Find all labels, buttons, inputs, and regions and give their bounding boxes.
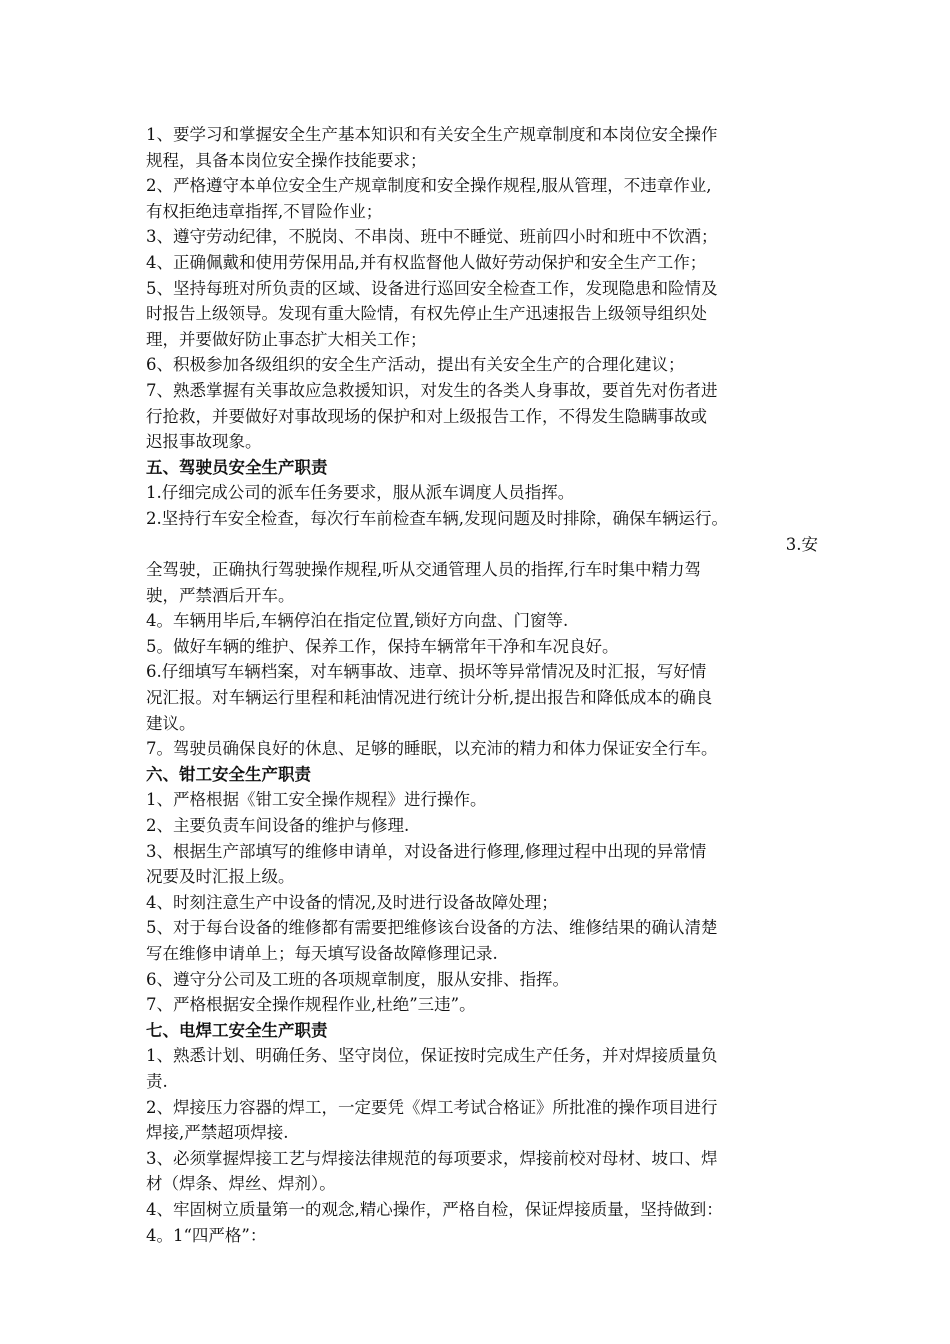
text-line: 况要及时汇报上级。 [146, 867, 295, 887]
text-line: 4。1“四严格”： [146, 1225, 267, 1245]
text-line: 迟报事故现象。 [146, 432, 262, 452]
text-line: 5、坚持每班对所负责的区域、设备进行巡回安全检查工作，发现隐患和险情及 [146, 278, 718, 298]
text-line: 6.仔细填写车辆档案，对车辆事故、违章、损坏等异常情况及时汇报，写好情 [146, 662, 707, 682]
text-line: 责. [146, 1071, 168, 1091]
text-line: 4、牢固树立质量第一的观念,精心操作，严格自检，保证焊接质量，坚持做到： [146, 1199, 723, 1219]
text-line: 7。驾驶员确保良好的休息、足够的睡眠，以充沛的精力和体力保证安全行车。 [146, 739, 718, 759]
text-line: 规程，具备本岗位安全操作技能要求； [146, 150, 427, 170]
text-line: 4、正确佩戴和使用劳保用品,并有权监督他人做好劳动保护和安全生产工作； [146, 252, 707, 272]
text-line: 3.安 [785, 534, 818, 554]
text-line: 1、要学习和掌握安全生产基本知识和有关安全生产规章制度和本岗位安全操作 [146, 125, 718, 144]
text-line: 3、遵守劳动纪律，不脱岗、不串岗、班中不睡觉、班前四小时和班中不饮酒； [146, 227, 718, 247]
text-line: 6、遵守分公司及工班的各项规章制度，服从安排、指挥。 [146, 969, 569, 989]
text-line: 全驾驶，正确执行驾驶操作规程,听从交通管理人员的指挥,行车时集中精力驾 [146, 560, 701, 580]
text-line: 建议。 [146, 713, 196, 733]
section-heading: 五、驾驶员安全生产职责 [146, 457, 328, 477]
text-line: 焊接,严禁超项焊接. [146, 1123, 289, 1143]
text-line: 7、熟悉掌握有关事故应急救援知识，对发生的各类人身事故，要首先对伤者进 [146, 380, 718, 400]
text-line: 时报告上级领导。发现有重大险情，有权先停止生产迅速报告上级领导组织处 [146, 304, 707, 324]
text-line: 6、积极参加各级组织的安全生产活动，提出有关安全生产的合理化建议； [146, 355, 685, 375]
section-heading: 七、电焊工安全生产职责 [146, 1020, 328, 1040]
text-line: 写在维修申请单上；每天填写设备故障修理记录. [146, 944, 498, 963]
text-line: 5、对于每台设备的维修都有需要把维修该台设备的方法、维修结果的确认清楚 [146, 918, 718, 938]
text-line: 材（焊条、焊丝、焊剂）。 [146, 1174, 336, 1194]
text-line: 4。车辆用毕后,车辆停泊在指定位置,锁好方向盘、门窗等. [146, 611, 569, 631]
text-line: 2、焊接压力容器的焊工，一定要凭《焊工考试合格证》所批准的操作项目进行 [146, 1097, 718, 1117]
text-line: 况汇报。对车辆运行里程和耗油情况进行统计分析,提出报告和降低成本的确良 [146, 688, 713, 708]
text-line: 有权拒绝违章指挥,不冒险作业； [146, 201, 383, 221]
text-line: 1、熟悉计划、明确任务、坚守岗位，保证按时完成生产任务，并对焊接质量负 [146, 1046, 718, 1066]
text-line: 5。做好车辆的维护、保养工作，保持车辆常年干净和车况良好。 [146, 636, 619, 656]
text-line: 4、时刻注意生产中设备的情况,及时进行设备故障处理； [146, 892, 558, 912]
text-line: 7、严格根据安全操作规程作业,杜绝”三违”。 [146, 995, 476, 1015]
text-line: 3、根据生产部填写的维修申请单，对设备进行修理,修理过程中出现的异常情 [146, 841, 707, 861]
text-line: 驶，严禁酒后开车。 [146, 585, 295, 605]
text-line: 3、必须掌握焊接工艺与焊接法律规范的每项要求，焊接前校对母材、坡口、焊 [146, 1148, 718, 1168]
document-page [146, 122, 818, 1248]
text-line: 2、严格遵守本单位安全生产规章制度和安全操作规程,服从管理，不违章作业, [146, 176, 712, 196]
text-line: 2、主要负责车间设备的维护与修理. [146, 816, 410, 836]
text-line: 2.坚持行车安全检查，每次行车前检查车辆,发现问题及时排除，确保车辆运行。 [146, 508, 728, 528]
text-line: 1、严格根据《钳工安全操作规程》进行操作。 [146, 790, 487, 810]
text-line: 1.仔细完成公司的派车任务要求，服从派车调度人员指挥。 [146, 483, 575, 503]
text-line: 理，并要做好防止事态扩大相关工作； [146, 329, 427, 349]
section-heading: 六、钳工安全生产职责 [146, 764, 311, 784]
text-line: 行抢救，并要做好对事故现场的保护和对上级报告工作，不得发生隐瞒事故或 [146, 406, 707, 426]
